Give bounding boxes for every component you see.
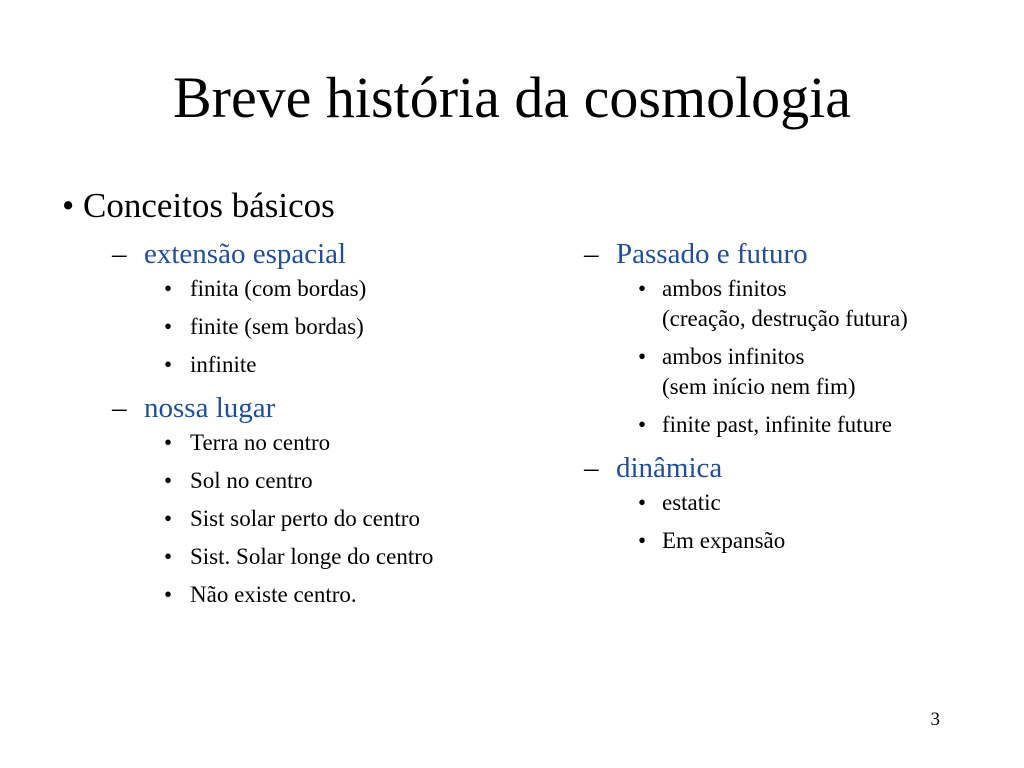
subheading-text: nossa lugar bbox=[144, 392, 276, 424]
bullet-list bbox=[112, 428, 532, 610]
list-item-text: ambos infinitos bbox=[662, 344, 805, 369]
bullet-glyph: • bbox=[164, 468, 173, 493]
bullet-list bbox=[112, 274, 532, 380]
list-item bbox=[112, 466, 532, 496]
bullet-glyph: • bbox=[638, 528, 647, 553]
left-column bbox=[112, 234, 532, 618]
list-item bbox=[112, 350, 532, 380]
slide-title: Breve história da cosmologia bbox=[172, 65, 852, 130]
bullet-glyph: • bbox=[164, 276, 173, 301]
subheading-dynamics bbox=[584, 448, 1004, 488]
dash-glyph: – bbox=[112, 392, 127, 424]
bullet-glyph: • bbox=[164, 430, 173, 455]
list-item-text: Sist. Solar longe do centro bbox=[190, 544, 434, 569]
subheading-past-future bbox=[584, 234, 1004, 274]
list-item bbox=[112, 428, 532, 458]
subheading-text: extensão espacial bbox=[144, 238, 347, 270]
list-item bbox=[112, 504, 532, 534]
list-item-text: Sol no centro bbox=[190, 468, 313, 493]
list-item-text-continuation: (creação, destrução futura) bbox=[662, 306, 908, 331]
page-number: 3 bbox=[930, 709, 940, 730]
list-item-text: finita (com bordas) bbox=[190, 276, 367, 301]
bullet-glyph: • bbox=[164, 352, 173, 377]
dash-glyph: – bbox=[112, 238, 127, 270]
bullet-list bbox=[584, 274, 1004, 440]
subheading-text: Passado e futuro bbox=[616, 238, 808, 270]
list-item bbox=[584, 342, 1004, 402]
list-item bbox=[112, 274, 532, 304]
main-bullet-text: Conceitos básicos bbox=[83, 186, 335, 225]
list-item bbox=[112, 580, 532, 610]
bullet-glyph: • bbox=[164, 582, 173, 607]
list-item bbox=[112, 312, 532, 342]
dash-glyph: – bbox=[584, 238, 599, 270]
bullet-glyph: • bbox=[164, 506, 173, 531]
list-item bbox=[584, 488, 1004, 518]
bullet-glyph: • bbox=[638, 412, 647, 437]
subheading-spatial-extent bbox=[112, 234, 532, 274]
subheading-text: dinâmica bbox=[616, 452, 723, 484]
bullet-list bbox=[584, 488, 1004, 556]
list-item-text-continuation: (sem início nem fim) bbox=[662, 374, 856, 399]
list-item bbox=[112, 542, 532, 572]
list-item-text: infinite bbox=[190, 352, 257, 377]
list-item-text: ambos finitos bbox=[662, 276, 787, 301]
right-column bbox=[584, 234, 1004, 564]
list-item-text: estatic bbox=[662, 490, 721, 515]
list-item-text: Terra no centro bbox=[190, 430, 331, 455]
bullet-glyph: • bbox=[638, 490, 647, 515]
bullet-glyph: • bbox=[638, 276, 647, 301]
bullet-glyph: • bbox=[164, 314, 173, 339]
list-item-text: Sist solar perto do centro bbox=[190, 506, 420, 531]
subheading-our-place bbox=[112, 388, 532, 428]
list-item bbox=[584, 526, 1004, 556]
list-item-text: Em expansão bbox=[662, 528, 786, 553]
bullet-glyph: • bbox=[164, 544, 173, 569]
main-bullet bbox=[62, 184, 335, 228]
bullet-glyph: • bbox=[62, 186, 75, 225]
list-item-text: Não existe centro. bbox=[190, 582, 357, 607]
dash-glyph: – bbox=[584, 452, 599, 484]
bullet-glyph: • bbox=[638, 344, 647, 369]
list-item bbox=[584, 274, 1004, 334]
list-item-text: finite past, infinite future bbox=[662, 412, 892, 437]
list-item-text: finite (sem bordas) bbox=[190, 314, 364, 339]
list-item bbox=[584, 410, 1004, 440]
